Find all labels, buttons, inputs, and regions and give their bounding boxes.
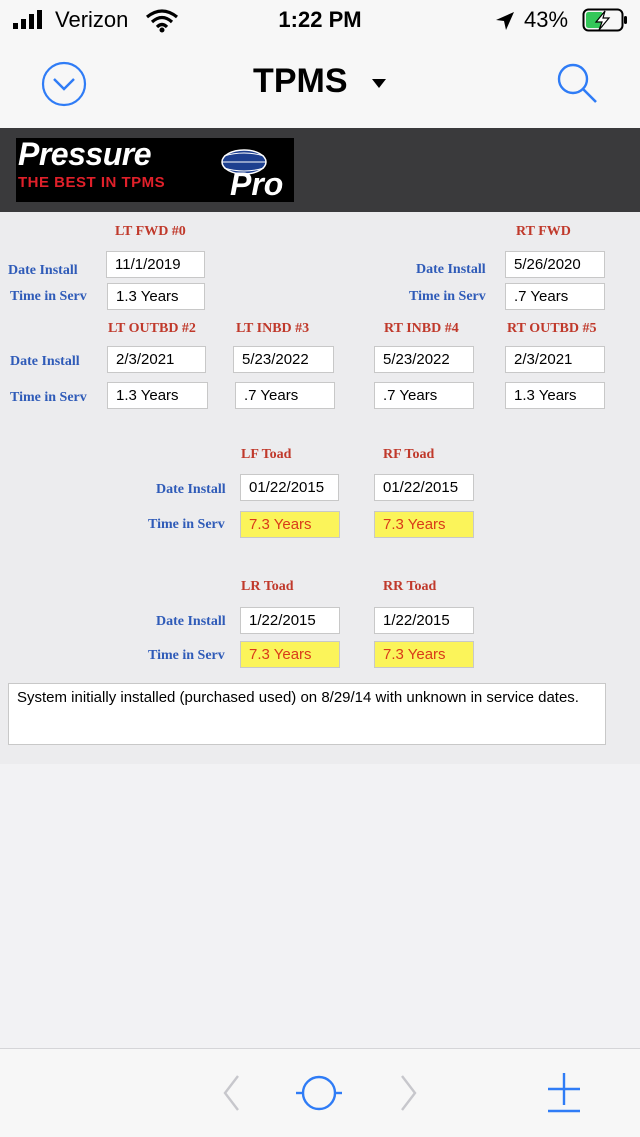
time-in-serv-label: Time in Serv [10, 289, 87, 304]
rt-fwd-date-field[interactable]: 5/26/2020 [505, 251, 605, 278]
status-time: 1:22 PM [278, 7, 362, 32]
lt-outbd-label: LT OUTBD #2 [108, 321, 196, 336]
battery-percent: 43% [524, 7, 569, 32]
time-in-serv-label: Time in Serv [409, 289, 486, 304]
lt-inbd-serv-field[interactable]: .7 Years [235, 382, 335, 409]
rt-outbd-date-field[interactable]: 2/3/2021 [505, 346, 605, 373]
rr-toad-label: RR Toad [383, 579, 437, 594]
rf-toad-date-field[interactable]: 01/22/2015 [374, 474, 474, 501]
rr-toad-serv-field[interactable]: 7.3 Years [374, 641, 474, 668]
nav-bar [0, 40, 640, 128]
lf-toad-label: LF Toad [241, 447, 292, 462]
time-in-serv-label: Time in Serv [148, 648, 225, 663]
rt-inbd-serv-field[interactable]: .7 Years [374, 382, 474, 409]
bottom-toolbar [0, 1048, 640, 1137]
location-arrow-icon [494, 10, 516, 32]
home-circle-icon[interactable] [296, 1072, 342, 1114]
date-install-label: Date Install [156, 482, 226, 497]
time-in-serv-label: Time in Serv [10, 390, 87, 405]
rt-inbd-label: RT INBD #4 [384, 321, 459, 336]
add-icon[interactable] [544, 1071, 584, 1113]
logo-text-pressure: Pressure [18, 138, 151, 172]
caret-down-icon [371, 77, 387, 89]
status-bar [0, 0, 640, 40]
time-in-serv-label: Time in Serv [148, 517, 225, 532]
lt-outbd-date-field[interactable]: 2/3/2021 [107, 346, 206, 373]
lr-toad-date-field[interactable]: 1/22/2015 [240, 607, 340, 634]
notes-field[interactable]: System initially installed (purchased used) on 8/29/14 with unknown in service dates. [8, 683, 606, 745]
lf-toad-serv-field[interactable]: 7.3 Years [240, 511, 340, 538]
lf-toad-date-field[interactable]: 01/22/2015 [240, 474, 339, 501]
date-install-label: Date Install [416, 262, 486, 277]
lr-toad-label: LR Toad [241, 579, 294, 594]
lt-fwd-date-field[interactable]: 11/1/2019 [106, 251, 205, 278]
rr-toad-date-field[interactable]: 1/22/2015 [374, 607, 474, 634]
lt-inbd-date-field[interactable]: 5/23/2022 [233, 346, 334, 373]
forward-icon[interactable] [396, 1073, 420, 1113]
battery-icon [582, 8, 630, 33]
date-install-label: Date Install [156, 614, 226, 629]
date-install-label: Date Install [8, 263, 78, 278]
logo-tagline: THE BEST IN TPMS [18, 174, 166, 191]
lr-toad-serv-field[interactable]: 7.3 Years [240, 641, 340, 668]
rt-inbd-date-field[interactable]: 5/23/2022 [374, 346, 474, 373]
rt-outbd-serv-field[interactable]: 1.3 Years [505, 382, 605, 409]
page-title[interactable] [0, 62, 640, 101]
lt-inbd-label: LT INBD #3 [236, 321, 310, 336]
back-icon[interactable] [220, 1073, 244, 1113]
rf-toad-label: RF Toad [383, 447, 435, 462]
rt-fwd-label: RT FWD [516, 224, 571, 239]
search-icon[interactable] [554, 60, 600, 106]
rt-outbd-label: RT OUTBD #5 [507, 321, 597, 336]
lt-fwd-label: LT FWD #0 [115, 224, 186, 239]
lt-outbd-serv-field[interactable]: 1.3 Years [107, 382, 208, 409]
rt-fwd-serv-field[interactable]: .7 Years [505, 283, 605, 310]
pressurepro-logo [16, 138, 294, 202]
date-install-label: Date Install [10, 354, 80, 369]
page-title-text: TPMS [253, 62, 348, 100]
rf-toad-serv-field[interactable]: 7.3 Years [374, 511, 474, 538]
carrier-label: Verizon [55, 7, 129, 32]
logo-text-pro: Pro [230, 166, 284, 202]
lt-fwd-serv-field[interactable]: 1.3 Years [107, 283, 205, 310]
